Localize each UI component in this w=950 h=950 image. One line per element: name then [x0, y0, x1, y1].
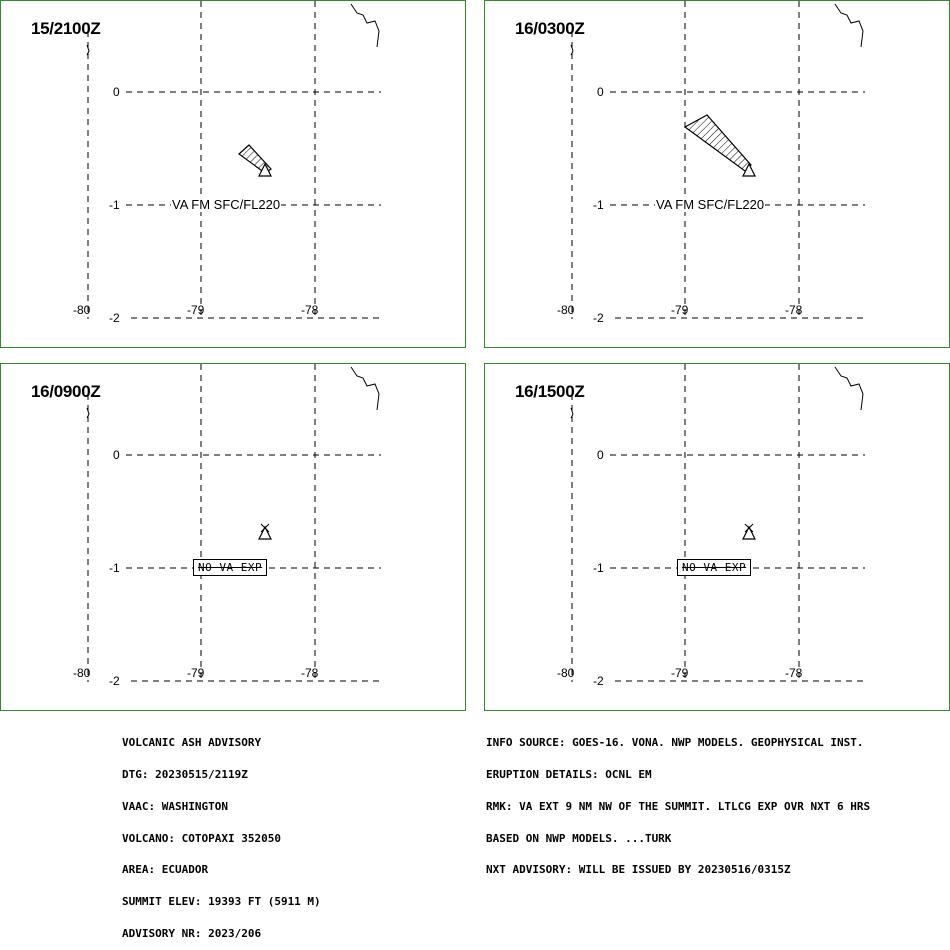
lon-tick: -78	[785, 666, 803, 680]
lat-tick: -1	[109, 561, 120, 575]
lat-tick: 0	[113, 85, 120, 99]
lat-tick: -2	[109, 674, 120, 688]
lon-tick: -79	[187, 666, 205, 680]
no-va-label: NO VA EXP	[193, 559, 267, 576]
lon-tick: -80	[73, 666, 91, 680]
lat-tick: -2	[109, 311, 120, 325]
map-graticule	[485, 1, 950, 349]
advisory-line: VOLCANIC ASH ADVISORY	[122, 736, 262, 750]
lon-tick: -79	[671, 303, 689, 317]
forecast-panel-4	[484, 363, 950, 711]
advisory-line: ADVISORY NR: 2023/206	[122, 926, 262, 940]
advisory-header-block	[122, 717, 321, 950]
coastline	[351, 4, 379, 47]
lat-tick: -1	[593, 198, 604, 212]
forecast-panel-2	[484, 0, 950, 348]
lon-tick: -79	[187, 303, 205, 317]
forecast-panel-1	[0, 0, 466, 348]
lat-tick: 0	[113, 448, 120, 462]
panel-title: 15/2100Z	[31, 19, 101, 38]
lon-tick: -78	[301, 666, 319, 680]
coastline	[835, 367, 863, 410]
lon-tick: -78	[301, 303, 319, 317]
advisory-line: SUMMIT ELEV: 19393 FT (5911 M)	[122, 895, 321, 909]
map-graticule	[485, 364, 950, 712]
panel-title: 16/0900Z	[31, 382, 101, 401]
map-graticule	[1, 1, 467, 349]
no-va-label: NO VA EXP	[677, 559, 751, 576]
lon-tick: -80	[557, 303, 575, 317]
lat-tick: -1	[109, 198, 120, 212]
advisory-line: ERUPTION DETAILS: OCNL EM	[486, 767, 652, 781]
ash-level-label: VA FM SFC/FL220	[656, 197, 765, 212]
advisory-line: INFO SOURCE: GOES-16. VONA. NWP MODELS. GEOPHYSICAL INST.	[486, 736, 864, 750]
lon-tick: -78	[785, 303, 803, 317]
forecast-panel-3	[0, 363, 466, 711]
coastline	[835, 4, 863, 47]
lat-tick: -2	[593, 311, 604, 325]
lat-tick: -2	[593, 674, 604, 688]
ash-cloud-polygon	[685, 115, 751, 171]
lon-tick: -80	[73, 303, 91, 317]
lon-tick: -79	[671, 666, 689, 680]
advisory-line: VAAC: WASHINGTON	[122, 799, 228, 813]
panel-title: 16/0300Z	[515, 19, 585, 38]
advisory-line: RMK: VA EXT 9 NM NW OF THE SUMMIT. LTLCG EXP OVR NXT 6 HRS	[486, 799, 871, 813]
lat-tick: 0	[597, 85, 604, 99]
ash-level-label: VA FM SFC/FL220	[172, 197, 281, 212]
advisory-line: BASED ON NWP MODELS. ...TURK	[486, 831, 672, 845]
advisory-line: VOLCANO: COTOPAXI 352050	[122, 831, 281, 845]
advisory-details-block	[486, 717, 870, 887]
coastline	[351, 367, 379, 410]
map-graticule	[1, 364, 467, 712]
advisory-line: AREA: ECUADOR	[122, 863, 209, 877]
advisory-line: DTG: 20230515/2119Z	[122, 767, 248, 781]
panel-title: 16/1500Z	[515, 382, 585, 401]
lon-tick: -80	[557, 666, 575, 680]
triangle-volcano-icon	[259, 527, 271, 539]
lat-tick: 0	[597, 448, 604, 462]
advisory-line: NXT ADVISORY: WILL BE ISSUED BY 20230516/0315Z	[486, 863, 791, 877]
triangle-volcano-icon	[743, 527, 755, 539]
lat-tick: -1	[593, 561, 604, 575]
